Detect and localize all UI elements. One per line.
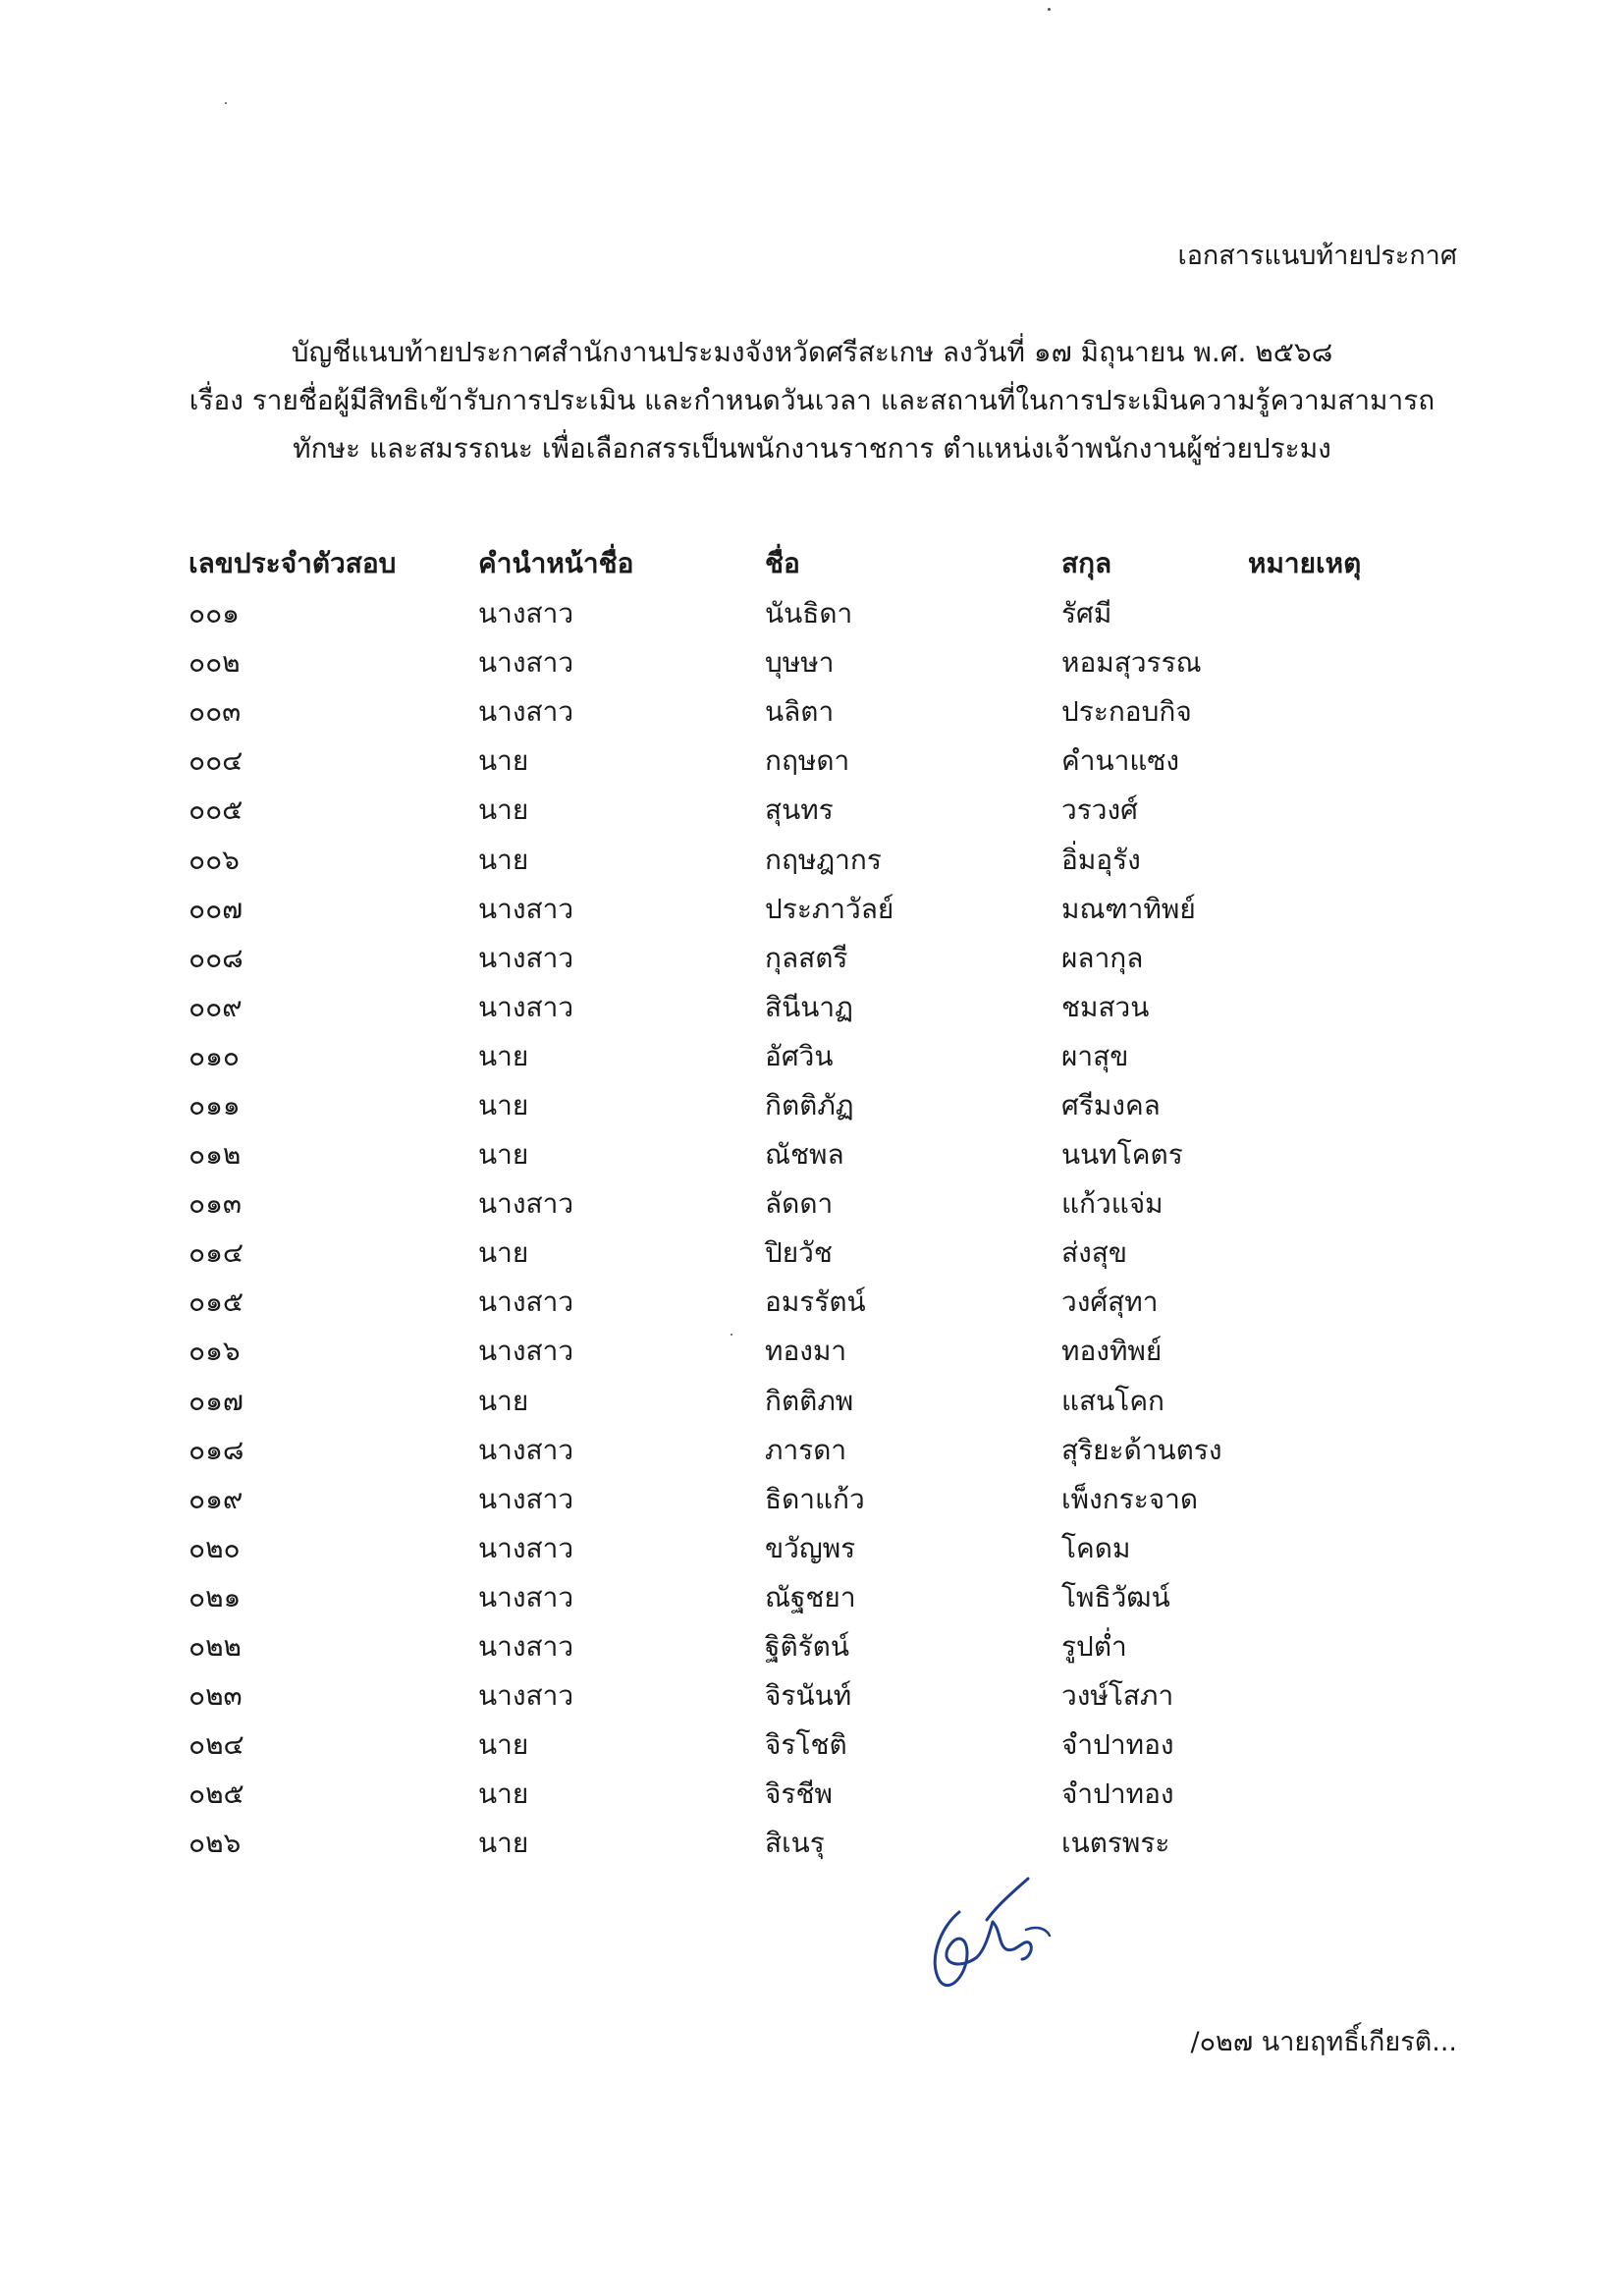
cell-remark xyxy=(1248,1032,1416,1081)
table-row xyxy=(189,1327,1416,1376)
cell-exam-id: ๐๐๘ xyxy=(189,941,244,974)
cell-prefix: นาย xyxy=(478,1138,529,1172)
header-prefix: คำนำหน้าชื่อ xyxy=(478,547,634,579)
cell-exam-id: ๐๐๔ xyxy=(189,744,244,778)
cell-remark xyxy=(1248,934,1416,983)
table-row xyxy=(189,1032,1416,1081)
cell-first-name: กิตติภัฏ xyxy=(765,1088,854,1121)
cell-remark xyxy=(1248,1081,1416,1130)
cell-first-name: กิตติภพ xyxy=(765,1384,854,1417)
table-row xyxy=(189,835,1416,884)
table-row xyxy=(189,638,1416,687)
table-row xyxy=(189,1524,1416,1573)
cell-prefix: นาย xyxy=(478,843,529,876)
cell-exam-id: ๐๑๖ xyxy=(189,1335,241,1368)
cell-first-name: ลัดดา xyxy=(765,1187,834,1221)
cell-last-name: นนทโคตร xyxy=(1061,1138,1183,1172)
cell-exam-id: ๐๒๒ xyxy=(189,1630,243,1664)
cell-prefix: นางสาว xyxy=(478,695,574,729)
cell-remark xyxy=(1248,1327,1416,1376)
cell-exam-id: ๐๐๑ xyxy=(189,597,240,630)
scan-speck xyxy=(1048,8,1051,11)
cell-first-name: นลิตา xyxy=(765,695,835,729)
cell-prefix: นางสาว xyxy=(478,1285,574,1319)
cell-remark xyxy=(1248,1377,1416,1426)
cell-last-name: เพ็งกระจาด xyxy=(1061,1482,1199,1515)
cell-exam-id: ๐๑๓ xyxy=(189,1187,243,1221)
cell-remark xyxy=(1248,1524,1416,1573)
cell-prefix: นางสาว xyxy=(478,892,574,925)
cell-prefix: นางสาว xyxy=(478,1433,574,1466)
cell-exam-id: ๐๑๙ xyxy=(189,1482,244,1515)
table-row xyxy=(189,1377,1416,1426)
table-row xyxy=(189,1179,1416,1229)
cell-prefix: นางสาว xyxy=(478,1187,574,1221)
cell-first-name: สุนทร xyxy=(765,793,834,827)
header-exam-id: เลขประจำตัวสอบ xyxy=(189,547,397,579)
cell-remark xyxy=(1248,786,1416,835)
table-row xyxy=(189,1622,1416,1671)
cell-remark xyxy=(1248,983,1416,1032)
continuation-note: /๐๒๗ นายฤทธิ์เกียรติ... xyxy=(1190,2027,1457,2057)
cell-last-name: หอมสุวรรณ xyxy=(1061,646,1202,680)
cell-exam-id: ๐๑๘ xyxy=(189,1433,244,1466)
cell-prefix: นาย xyxy=(478,1777,529,1811)
cell-prefix: นาย xyxy=(478,1827,529,1860)
cell-last-name: รัศมี xyxy=(1061,597,1112,630)
cell-exam-id: ๐๑๔ xyxy=(189,1236,244,1270)
cell-remark xyxy=(1248,1770,1416,1819)
cell-remark xyxy=(1248,1229,1416,1278)
cell-prefix: นางสาว xyxy=(478,646,574,680)
table-row xyxy=(189,737,1416,786)
cell-prefix: นางสาว xyxy=(478,1482,574,1515)
table-row xyxy=(189,786,1416,835)
table-body xyxy=(189,589,1416,1868)
cell-exam-id: ๐๐๗ xyxy=(189,892,244,925)
scan-speck xyxy=(225,102,227,104)
cell-exam-id: ๐๑๐ xyxy=(189,1039,240,1072)
cell-exam-id: ๐๑๗ xyxy=(189,1384,244,1417)
cell-remark xyxy=(1248,1573,1416,1622)
cell-prefix: นางสาว xyxy=(478,1630,574,1664)
cell-remark xyxy=(1248,1179,1416,1229)
cell-last-name: เนตรพระ xyxy=(1061,1827,1170,1860)
cell-remark xyxy=(1248,638,1416,687)
attachment-label: เอกสารแนบท้ายประกาศ xyxy=(1177,241,1457,271)
table-row xyxy=(189,1819,1416,1868)
header-last-name: สกุล xyxy=(1061,547,1112,579)
cell-last-name: ประกอบกิจ xyxy=(1061,695,1192,729)
cell-remark xyxy=(1248,687,1416,737)
cell-remark xyxy=(1248,1278,1416,1327)
cell-first-name: สินีนาฏ xyxy=(765,990,853,1023)
cell-last-name: ชมสวน xyxy=(1061,990,1150,1023)
cell-first-name: ภารดา xyxy=(765,1433,847,1466)
cell-first-name: ทองมา xyxy=(765,1335,847,1368)
cell-last-name: จำปาทอง xyxy=(1061,1728,1174,1762)
cell-exam-id: ๐๐๖ xyxy=(189,843,240,876)
table-row xyxy=(189,983,1416,1032)
table-row xyxy=(189,1671,1416,1721)
cell-last-name: ศรีมงคล xyxy=(1061,1088,1161,1121)
cell-last-name: มณฑาทิพย์ xyxy=(1061,892,1196,925)
cell-first-name: อัศวิน xyxy=(765,1039,834,1072)
cell-first-name: ณัฐชยา xyxy=(765,1580,856,1613)
cell-prefix: นาย xyxy=(478,1728,529,1762)
cell-last-name: วงศ์สุทา xyxy=(1061,1285,1159,1319)
cell-first-name: ปิยวัช xyxy=(765,1236,833,1270)
cell-remark xyxy=(1248,1721,1416,1770)
cell-first-name: กฤษดา xyxy=(765,744,850,778)
cell-prefix: นาย xyxy=(478,1039,529,1072)
cell-prefix: นางสาว xyxy=(478,1679,574,1713)
cell-prefix: นางสาว xyxy=(478,990,574,1023)
table-row xyxy=(189,687,1416,737)
cell-first-name: จิรชีพ xyxy=(765,1777,833,1811)
cell-first-name: ประภาวัลย์ xyxy=(765,892,894,925)
cell-exam-id: ๐๐๓ xyxy=(189,695,242,729)
cell-exam-id: ๐๒๓ xyxy=(189,1679,243,1713)
cell-exam-id: ๐๒๐ xyxy=(189,1531,241,1564)
cell-first-name: อมรรัตน์ xyxy=(765,1285,866,1319)
cell-remark xyxy=(1248,1819,1416,1868)
cell-last-name: แก้วแจ่ม xyxy=(1061,1187,1164,1221)
cell-remark xyxy=(1248,1426,1416,1475)
cell-prefix: นางสาว xyxy=(478,1531,574,1564)
cell-last-name: คำนาแซง xyxy=(1061,744,1180,778)
table-row xyxy=(189,1081,1416,1130)
cell-first-name: สิเนรุ xyxy=(765,1827,825,1860)
cell-prefix: นางสาว xyxy=(478,1335,574,1368)
cell-remark xyxy=(1248,885,1416,934)
cell-remark xyxy=(1248,1130,1416,1179)
cell-first-name: กฤษฎากร xyxy=(765,843,882,876)
table-row xyxy=(189,1426,1416,1475)
document-heading xyxy=(147,328,1477,472)
table-row xyxy=(189,1130,1416,1179)
cell-remark xyxy=(1248,589,1416,638)
cell-first-name: จิรโชติ xyxy=(765,1728,847,1762)
table-row xyxy=(189,1770,1416,1819)
cell-prefix: นางสาว xyxy=(478,941,574,974)
cell-first-name: นันธิดา xyxy=(765,597,853,630)
cell-first-name: ฐิติรัตน์ xyxy=(765,1630,849,1664)
cell-last-name: ผาสุข xyxy=(1061,1039,1129,1072)
cell-exam-id: ๐๒๔ xyxy=(189,1728,244,1762)
cell-exam-id: ๐๑๑ xyxy=(189,1088,241,1121)
cell-last-name: ทองทิพย์ xyxy=(1061,1335,1163,1368)
cell-first-name: กุลสตรี xyxy=(765,941,848,974)
cell-first-name: ธิดาแก้ว xyxy=(765,1482,865,1515)
cell-last-name: โคดม xyxy=(1061,1531,1131,1564)
cell-remark xyxy=(1248,1475,1416,1524)
cell-remark xyxy=(1248,1622,1416,1671)
cell-last-name: อิ่มอุรัง xyxy=(1061,843,1141,876)
cell-first-name: จิรนันท์ xyxy=(765,1679,852,1713)
table-row xyxy=(189,1721,1416,1770)
cell-first-name: ณัชพล xyxy=(765,1138,844,1172)
table-row xyxy=(189,1573,1416,1622)
cell-prefix: นาย xyxy=(478,793,529,827)
cell-first-name: บุษษา xyxy=(765,646,835,680)
cell-last-name: ผลากุล xyxy=(1061,941,1144,974)
cell-exam-id: ๐๐๙ xyxy=(189,990,243,1023)
cell-prefix: นางสาว xyxy=(478,1580,574,1613)
cell-prefix: นาย xyxy=(478,744,529,778)
cell-prefix: นาย xyxy=(478,1236,529,1270)
cell-remark xyxy=(1248,1671,1416,1721)
table-row xyxy=(189,934,1416,983)
cell-exam-id: ๐๑๕ xyxy=(189,1285,244,1319)
cell-last-name: จำปาทอง xyxy=(1061,1777,1174,1811)
header-first-name: ชื่อ xyxy=(765,547,800,579)
cell-last-name: วงษ์โสภา xyxy=(1061,1679,1174,1713)
cell-exam-id: ๐๒๑ xyxy=(189,1580,242,1613)
heading-line-3: ทักษะ และสมรรถนะ เพื่อเลือกสรรเป็นพนักงานราชการ ตำแหน่งเจ้าพนักงานผู้ช่วยประมง xyxy=(293,432,1331,465)
cell-first-name: ขวัญพร xyxy=(765,1531,856,1564)
candidate-table xyxy=(189,538,1416,1868)
table-row xyxy=(189,1229,1416,1278)
cell-exam-id: ๐๐๒ xyxy=(189,646,241,680)
cell-prefix: นาย xyxy=(478,1088,529,1121)
cell-remark xyxy=(1248,835,1416,884)
table-header-row xyxy=(189,538,1416,589)
cell-last-name: ส่งสุข xyxy=(1061,1236,1127,1270)
cell-last-name: แสนโคก xyxy=(1061,1384,1164,1417)
cell-exam-id: ๐๒๖ xyxy=(189,1827,242,1860)
table-row xyxy=(189,1475,1416,1524)
heading-line-2: เรื่อง รายชื่อผู้มีสิทธิเข้ารับการประเมิน และกำหนดวันเวลา และสถานที่ในการประเมินความรู้ความสามารถ xyxy=(189,384,1435,416)
signature xyxy=(918,1871,1075,1998)
cell-exam-id: ๐๒๕ xyxy=(189,1777,244,1811)
cell-last-name: วรวงศ์ xyxy=(1061,793,1138,827)
cell-last-name: รูปต่ำ xyxy=(1061,1630,1127,1664)
cell-prefix: นางสาว xyxy=(478,597,574,630)
cell-prefix: นาย xyxy=(478,1384,529,1417)
heading-line-1: บัญชีแนบท้ายประกาศสำนักงานประมงจังหวัดศรีสะเกษ ลงวันที่ ๑๗ มิถุนายน พ.ศ. ๒๕๖๘ xyxy=(291,336,1333,368)
cell-last-name: สุริยะด้านตรง xyxy=(1061,1433,1222,1466)
cell-exam-id: ๐๑๒ xyxy=(189,1138,242,1172)
header-remark: หมายเหตุ xyxy=(1248,547,1362,579)
table-row xyxy=(189,1278,1416,1327)
table-row xyxy=(189,885,1416,934)
cell-remark xyxy=(1248,737,1416,786)
cell-last-name: โพธิวัฒน์ xyxy=(1061,1580,1170,1613)
cell-exam-id: ๐๐๕ xyxy=(189,793,244,827)
table-row xyxy=(189,589,1416,638)
